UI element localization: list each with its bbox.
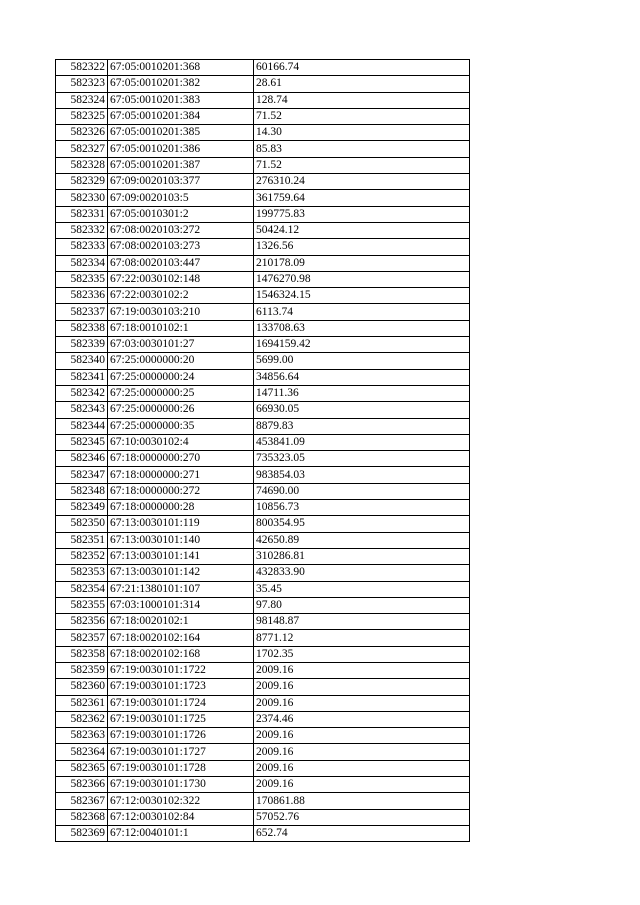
amount-cell: 2009.16 bbox=[254, 679, 470, 695]
table-row bbox=[56, 108, 470, 124]
row-number-cell: 582363 bbox=[56, 728, 108, 744]
cadastral-number-cell: 67:19:0030101:1725 bbox=[108, 711, 254, 727]
table-row bbox=[56, 532, 470, 548]
amount-cell: 2009.16 bbox=[254, 760, 470, 776]
row-number-cell: 582326 bbox=[56, 125, 108, 141]
table-row bbox=[56, 385, 470, 401]
cadastral-number-cell: 67:25:0000000:24 bbox=[108, 369, 254, 385]
row-number-cell: 582323 bbox=[56, 76, 108, 92]
amount-cell: 453841.09 bbox=[254, 434, 470, 450]
amount-cell: 310286.81 bbox=[254, 548, 470, 564]
table-row bbox=[56, 744, 470, 760]
row-number-cell: 582361 bbox=[56, 695, 108, 711]
table-row bbox=[56, 304, 470, 320]
amount-cell: 128.74 bbox=[254, 92, 470, 108]
row-number-cell: 582356 bbox=[56, 614, 108, 630]
table-row bbox=[56, 516, 470, 532]
row-number-cell: 582328 bbox=[56, 157, 108, 173]
row-number-cell: 582352 bbox=[56, 548, 108, 564]
cadastral-number-cell: 67:25:0000000:20 bbox=[108, 353, 254, 369]
table-row bbox=[56, 288, 470, 304]
row-number-cell: 582350 bbox=[56, 516, 108, 532]
row-number-cell: 582349 bbox=[56, 500, 108, 516]
amount-cell: 983854.03 bbox=[254, 467, 470, 483]
row-number-cell: 582336 bbox=[56, 288, 108, 304]
table-row bbox=[56, 809, 470, 825]
amount-cell: 170861.88 bbox=[254, 793, 470, 809]
row-number-cell: 582360 bbox=[56, 679, 108, 695]
amount-cell: 14711.36 bbox=[254, 385, 470, 401]
table-row bbox=[56, 711, 470, 727]
cadastral-number-cell: 67:22:0030102:148 bbox=[108, 271, 254, 287]
row-number-cell: 582355 bbox=[56, 597, 108, 613]
row-number-cell: 582364 bbox=[56, 744, 108, 760]
table-row bbox=[56, 581, 470, 597]
cadastral-number-cell: 67:08:0020103:272 bbox=[108, 222, 254, 238]
table-row bbox=[56, 320, 470, 336]
cadastral-number-cell: 67:25:0000000:35 bbox=[108, 418, 254, 434]
row-number-cell: 582367 bbox=[56, 793, 108, 809]
cadastral-number-cell: 67:05:0010301:2 bbox=[108, 206, 254, 222]
table-row bbox=[56, 597, 470, 613]
cadastral-number-cell: 67:13:0030101:141 bbox=[108, 548, 254, 564]
table-row bbox=[56, 728, 470, 744]
row-number-cell: 582331 bbox=[56, 206, 108, 222]
row-number-cell: 582329 bbox=[56, 174, 108, 190]
row-number-cell: 582366 bbox=[56, 777, 108, 793]
cadastral-number-cell: 67:18:0020102:168 bbox=[108, 646, 254, 662]
table-row bbox=[56, 174, 470, 190]
row-number-cell: 582339 bbox=[56, 337, 108, 353]
amount-cell: 361759.64 bbox=[254, 190, 470, 206]
row-number-cell: 582348 bbox=[56, 483, 108, 499]
table-row bbox=[56, 825, 470, 841]
row-number-cell: 582338 bbox=[56, 320, 108, 336]
row-number-cell: 582353 bbox=[56, 565, 108, 581]
amount-cell: 133708.63 bbox=[254, 320, 470, 336]
cadastral-number-cell: 67:19:0030101:1727 bbox=[108, 744, 254, 760]
amount-cell: 1702.35 bbox=[254, 646, 470, 662]
table-row bbox=[56, 548, 470, 564]
row-number-cell: 582341 bbox=[56, 369, 108, 385]
row-number-cell: 582347 bbox=[56, 467, 108, 483]
amount-cell: 85.83 bbox=[254, 141, 470, 157]
table-row bbox=[56, 222, 470, 238]
amount-cell: 14.30 bbox=[254, 125, 470, 141]
amount-cell: 2009.16 bbox=[254, 695, 470, 711]
row-number-cell: 582346 bbox=[56, 451, 108, 467]
cadastral-number-cell: 67:05:0010201:368 bbox=[108, 60, 254, 76]
amount-cell: 98148.87 bbox=[254, 614, 470, 630]
cadastral-number-cell: 67:19:0030101:1728 bbox=[108, 760, 254, 776]
cadastral-number-cell: 67:12:0030102:322 bbox=[108, 793, 254, 809]
amount-cell: 8771.12 bbox=[254, 630, 470, 646]
table-row bbox=[56, 369, 470, 385]
amount-cell: 2374.46 bbox=[254, 711, 470, 727]
amount-cell: 34856.64 bbox=[254, 369, 470, 385]
amount-cell: 28.61 bbox=[254, 76, 470, 92]
amount-cell: 1546324.15 bbox=[254, 288, 470, 304]
cadastral-number-cell: 67:19:0030103:210 bbox=[108, 304, 254, 320]
table-row bbox=[56, 60, 470, 76]
cadastral-number-cell: 67:10:0030102:4 bbox=[108, 434, 254, 450]
table-row bbox=[56, 500, 470, 516]
cadastral-number-cell: 67:18:0010102:1 bbox=[108, 320, 254, 336]
table-row bbox=[56, 451, 470, 467]
cadastral-number-cell: 67:12:0030102:84 bbox=[108, 809, 254, 825]
cadastral-number-cell: 67:08:0020103:447 bbox=[108, 255, 254, 271]
cadastral-number-cell: 67:18:0000000:271 bbox=[108, 467, 254, 483]
cadastral-number-cell: 67:09:0020103:377 bbox=[108, 174, 254, 190]
row-number-cell: 582354 bbox=[56, 581, 108, 597]
table-row bbox=[56, 206, 470, 222]
cadastral-number-cell: 67:05:0010201:384 bbox=[108, 108, 254, 124]
cadastral-number-cell: 67:05:0010201:383 bbox=[108, 92, 254, 108]
amount-cell: 1326.56 bbox=[254, 239, 470, 255]
amount-cell: 6113.74 bbox=[254, 304, 470, 320]
row-number-cell: 582334 bbox=[56, 255, 108, 271]
amount-cell: 60166.74 bbox=[254, 60, 470, 76]
cadastral-number-cell: 67:05:0010201:387 bbox=[108, 157, 254, 173]
table-row bbox=[56, 76, 470, 92]
cadastral-number-cell: 67:19:0030101:1730 bbox=[108, 777, 254, 793]
amount-cell: 97.80 bbox=[254, 597, 470, 613]
table-row bbox=[56, 679, 470, 695]
amount-cell: 5699.00 bbox=[254, 353, 470, 369]
amount-cell: 42650.89 bbox=[254, 532, 470, 548]
row-number-cell: 582330 bbox=[56, 190, 108, 206]
cadastral-number-cell: 67:19:0030101:1723 bbox=[108, 679, 254, 695]
table-row bbox=[56, 483, 470, 499]
table-row bbox=[56, 125, 470, 141]
cadastral-number-cell: 67:18:0000000:28 bbox=[108, 500, 254, 516]
table-row bbox=[56, 614, 470, 630]
table-row bbox=[56, 92, 470, 108]
row-number-cell: 582344 bbox=[56, 418, 108, 434]
row-number-cell: 582357 bbox=[56, 630, 108, 646]
table-row bbox=[56, 418, 470, 434]
row-number-cell: 582351 bbox=[56, 532, 108, 548]
row-number-cell: 582322 bbox=[56, 60, 108, 76]
row-number-cell: 582335 bbox=[56, 271, 108, 287]
table-row bbox=[56, 662, 470, 678]
table-row bbox=[56, 402, 470, 418]
table-row bbox=[56, 695, 470, 711]
amount-cell: 71.52 bbox=[254, 108, 470, 124]
row-number-cell: 582325 bbox=[56, 108, 108, 124]
cadastral-number-cell: 67:03:0030101:27 bbox=[108, 337, 254, 353]
cadastral-number-cell: 67:19:0030101:1722 bbox=[108, 662, 254, 678]
cadastral-number-cell: 67:18:0020102:164 bbox=[108, 630, 254, 646]
amount-cell: 199775.83 bbox=[254, 206, 470, 222]
amount-cell: 1476270.98 bbox=[254, 271, 470, 287]
amount-cell: 2009.16 bbox=[254, 728, 470, 744]
amount-cell: 35.45 bbox=[254, 581, 470, 597]
amount-cell: 1694159.42 bbox=[254, 337, 470, 353]
amount-cell: 71.52 bbox=[254, 157, 470, 173]
table-row bbox=[56, 353, 470, 369]
cadastral-number-cell: 67:09:0020103:5 bbox=[108, 190, 254, 206]
table-row bbox=[56, 337, 470, 353]
amount-cell: 735323.05 bbox=[254, 451, 470, 467]
row-number-cell: 582333 bbox=[56, 239, 108, 255]
table-row bbox=[56, 239, 470, 255]
row-number-cell: 582342 bbox=[56, 385, 108, 401]
table-row bbox=[56, 760, 470, 776]
row-number-cell: 582358 bbox=[56, 646, 108, 662]
cadastral-number-cell: 67:13:0030101:140 bbox=[108, 532, 254, 548]
amount-cell: 2009.16 bbox=[254, 744, 470, 760]
amount-cell: 652.74 bbox=[254, 825, 470, 841]
cadastral-number-cell: 67:05:0010201:385 bbox=[108, 125, 254, 141]
cadastral-number-cell: 67:19:0030101:1726 bbox=[108, 728, 254, 744]
table-row bbox=[56, 793, 470, 809]
amount-cell: 74690.00 bbox=[254, 483, 470, 499]
cadastral-number-cell: 67:25:0000000:25 bbox=[108, 385, 254, 401]
table-row bbox=[56, 646, 470, 662]
row-number-cell: 582340 bbox=[56, 353, 108, 369]
cadastral-number-cell: 67:05:0010201:382 bbox=[108, 76, 254, 92]
row-number-cell: 582345 bbox=[56, 434, 108, 450]
amount-cell: 10856.73 bbox=[254, 500, 470, 516]
cadastral-number-cell: 67:21:1380101:107 bbox=[108, 581, 254, 597]
row-number-cell: 582327 bbox=[56, 141, 108, 157]
amount-cell: 276310.24 bbox=[254, 174, 470, 190]
table-row bbox=[56, 255, 470, 271]
amount-cell: 800354.95 bbox=[254, 516, 470, 532]
row-number-cell: 582359 bbox=[56, 662, 108, 678]
table-row bbox=[56, 467, 470, 483]
cadastral-number-cell: 67:08:0020103:273 bbox=[108, 239, 254, 255]
amount-cell: 210178.09 bbox=[254, 255, 470, 271]
row-number-cell: 582324 bbox=[56, 92, 108, 108]
table-row bbox=[56, 157, 470, 173]
row-number-cell: 582368 bbox=[56, 809, 108, 825]
row-number-cell: 582362 bbox=[56, 711, 108, 727]
table-body bbox=[56, 60, 470, 842]
amount-cell: 2009.16 bbox=[254, 777, 470, 793]
amount-cell: 66930.05 bbox=[254, 402, 470, 418]
amount-cell: 57052.76 bbox=[254, 809, 470, 825]
table-row bbox=[56, 777, 470, 793]
row-number-cell: 582332 bbox=[56, 222, 108, 238]
cadastral-number-cell: 67:12:0040101:1 bbox=[108, 825, 254, 841]
table-row bbox=[56, 434, 470, 450]
cadastral-value-table bbox=[55, 59, 470, 842]
row-number-cell: 582369 bbox=[56, 825, 108, 841]
cadastral-number-cell: 67:18:0000000:272 bbox=[108, 483, 254, 499]
amount-cell: 2009.16 bbox=[254, 662, 470, 678]
cadastral-number-cell: 67:22:0030102:2 bbox=[108, 288, 254, 304]
row-number-cell: 582337 bbox=[56, 304, 108, 320]
cadastral-number-cell: 67:18:0000000:270 bbox=[108, 451, 254, 467]
table-row bbox=[56, 141, 470, 157]
cadastral-number-cell: 67:18:0020102:1 bbox=[108, 614, 254, 630]
table-row bbox=[56, 271, 470, 287]
cadastral-number-cell: 67:05:0010201:386 bbox=[108, 141, 254, 157]
amount-cell: 432833.90 bbox=[254, 565, 470, 581]
cadastral-number-cell: 67:03:1000101:314 bbox=[108, 597, 254, 613]
row-number-cell: 582343 bbox=[56, 402, 108, 418]
amount-cell: 50424.12 bbox=[254, 222, 470, 238]
amount-cell: 8879.83 bbox=[254, 418, 470, 434]
table-row bbox=[56, 190, 470, 206]
table-row bbox=[56, 565, 470, 581]
cadastral-number-cell: 67:13:0030101:119 bbox=[108, 516, 254, 532]
cadastral-number-cell: 67:19:0030101:1724 bbox=[108, 695, 254, 711]
row-number-cell: 582365 bbox=[56, 760, 108, 776]
table-row bbox=[56, 630, 470, 646]
cadastral-number-cell: 67:25:0000000:26 bbox=[108, 402, 254, 418]
cadastral-number-cell: 67:13:0030101:142 bbox=[108, 565, 254, 581]
